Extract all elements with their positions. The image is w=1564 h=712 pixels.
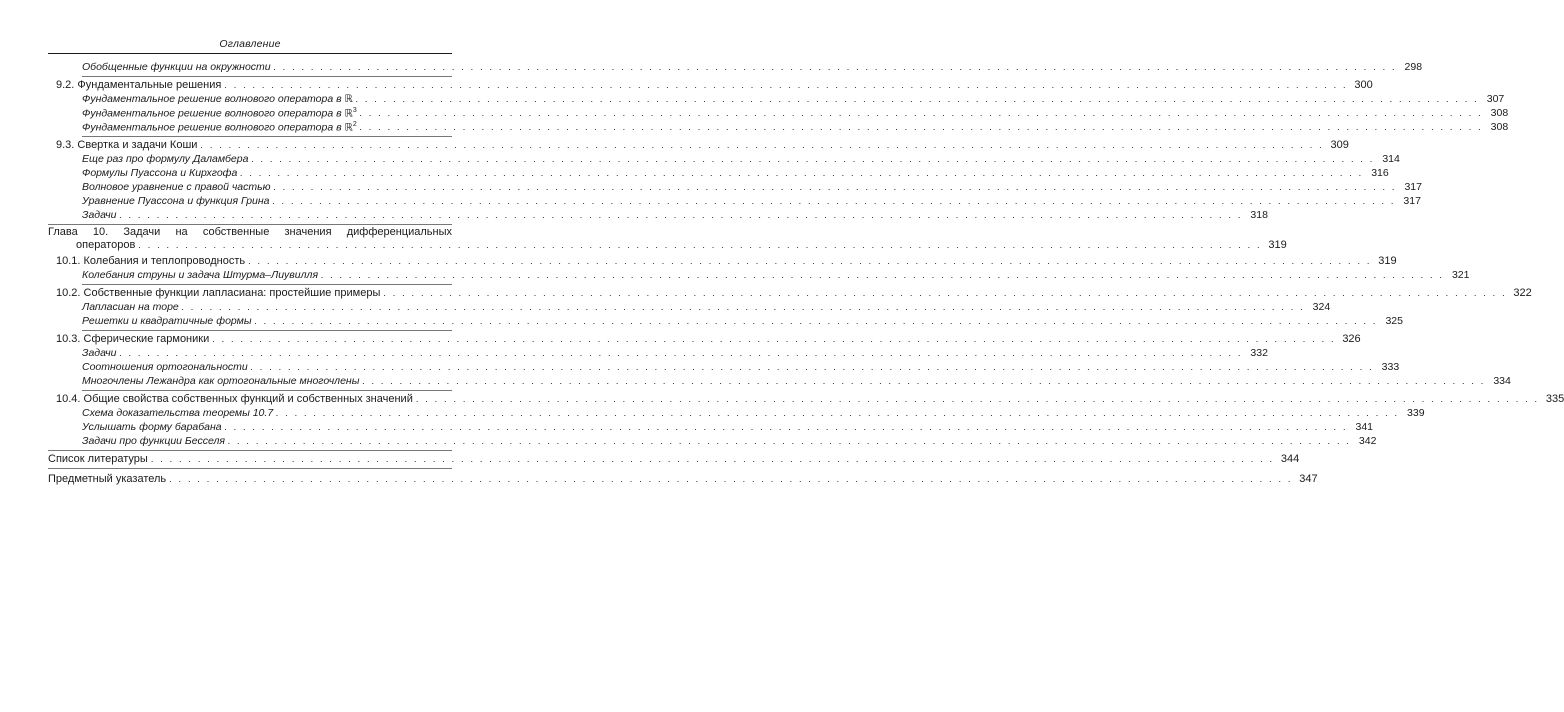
toc-section-entry[interactable] [56, 138, 1349, 152]
page-number: 308 [1490, 121, 1509, 133]
toc-subsection-entry[interactable] [82, 180, 1422, 194]
toc-subsection-entry[interactable] [82, 166, 1389, 180]
page-number: 317 [1403, 195, 1421, 207]
section-divider [48, 468, 452, 469]
leader-dots: . . . . . . . . . . . . . . . . . . . . . . . . . . . . . . . . . . . . . . . . . . . . . . . . . . . . . . . . . . . . . . . . . . . . . . . . . . . . . . . . . . . . . . . . . . . . . . . . . . . . . . . . . . . . . . . . . . . . . . . . [169, 474, 1293, 484]
running-header: Оглавление [48, 38, 452, 54]
page-number: 322 [1513, 287, 1532, 299]
page-number: 307 [1486, 93, 1505, 105]
leader-dots: . . . . . . . . . . . . . . . . . . . . . . . . . . . . . . . . . . . . . . . . . . . . . . . . . . . . . . . . . . . . . . . . . . . . . . . . . . . . . . . . . . . . . . . . . . . . . . . . . . . . . . . . . . . . . . . . . . . . . . . . [355, 94, 1480, 104]
entry-title: Задачи про функции Бесселя [82, 435, 225, 447]
page-number: 317 [1404, 181, 1422, 193]
entry-title: Волновое уравнение с правой частью [82, 181, 271, 193]
chapter-title-line2: операторов [76, 239, 136, 251]
entry-title: Услышать форму барабана [82, 421, 222, 433]
section-divider [82, 284, 452, 285]
page-number: 339 [1407, 407, 1425, 419]
toc-subsection-entry[interactable] [82, 434, 1377, 448]
leader-dots: . . . . . . . . . . . . . . . . . . . . . . . . . . . . . . . . . . . . . . . . . . . . . . . . . . . . . . . . . . . . . . . . . . . . . . . . . . . . . . . . . . . . . . . . . . . . . . . . . . . . . . . . . . . . . . . . . . . . . . . . [150, 454, 1275, 464]
toc-subsection-entry[interactable] [82, 208, 1268, 222]
leader-dots: . . . . . . . . . . . . . . . . . . . . . . . . . . . . . . . . . . . . . . . . . . . . . . . . . . . . . . . . . . . . . . . . . . . . . . . . . . . . . . . . . . . . . . . . . . . . . . . . . . . . . . . . . . . . . . . . . . . . . . . . [272, 196, 1396, 206]
entry-title: Задачи [82, 347, 117, 359]
leader-dots: . . . . . . . . . . . . . . . . . . . . . . . . . . . . . . . . . . . . . . . . . . . . . . . . . . . . . . . . . . . . . . . . . . . . . . . . . . . . . . . . . . . . . . . . . . . . . . . . . . . . . . . . . . . . . . . . . . . . . . . . [321, 270, 1445, 280]
entry-title: Список литературы [48, 453, 148, 465]
page-number: 325 [1385, 315, 1403, 327]
toc-subsection-entry[interactable] [82, 406, 1425, 420]
toc-section-entry[interactable] [56, 332, 1361, 346]
toc-top-entry[interactable] [48, 472, 1318, 486]
entry-title: 10.2. Собственные функции лапласиана: простейшие примеры [56, 287, 381, 299]
page-number: 333 [1381, 361, 1400, 373]
leader-dots: . . . . . . . . . . . . . . . . . . . . . . . . . . . . . . . . . . . . . . . . . . . . . . . . . . . . . . . . . . . . . . . . . . . . . . . . . . . . . . . . . . . . . . . . . . . . . . . . . . . . . . . . . . . . . . . . . . . . . . . . [250, 362, 1375, 372]
section-divider [48, 450, 452, 451]
leader-dots: . . . . . . . . . . . . . . . . . . . . . . . . . . . . . . . . . . . . . . . . . . . . . . . . . . . . . . . . . . . . . . . . . . . . . . . . . . . . . . . . . . . . . . . . . . . . . . . . . . . . . . . . . . . . . . . . . . . . . . . . [383, 288, 1507, 298]
leader-dots: . . . . . . . . . . . . . . . . . . . . . . . . . . . . . . . . . . . . . . . . . . . . . . . . . . . . . . . . . . . . . . . . . . . . . . . . . . . . . . . . . . . . . . . . . . . . . . . . . . . . . . . . . . . . . . . . . . . . . . . . [254, 316, 1378, 326]
leader-dots: . . . . . . . . . . . . . . . . . . . . . . . . . . . . . . . . . . . . . . . . . . . . . . . . . . . . . . . . . . . . . . . . . . . . . . . . . . . . . . . . . . . . . . . . . . . . . . . . . . . . . . . . . . . . . . . . . . . . . . . . [273, 182, 1397, 192]
toc-subsection-entry[interactable] [82, 152, 1400, 166]
page-number: 335 [1545, 393, 1564, 405]
leader-dots: . . . . . . . . . . . . . . . . . . . . . . . . . . . . . . . . . . . . . . . . . . . . . . . . . . . . . . . . . . . . . . . . . . . . . . . . . . . . . . . . . . . . . . . . . . . . . . . . . . . . . . . . . . . . . . . . . . . . . . . . [251, 154, 1375, 164]
page-number: 318 [1250, 209, 1268, 221]
leader-dots: . . . . . . . . . . . . . . . . . . . . . . . . . . . . . . . . . . . . . . . . . . . . . . . . . . . . . . . . . . . . . . . . . . . . . . . . . . . . . . . . . . . . . . . . . . . . . . . . . . . . . . . . . . . . . . . . . . . . . . . . [119, 210, 1243, 220]
section-divider [82, 76, 452, 77]
entry-title: Лапласиан на торе [82, 301, 179, 313]
entry-title: Схема доказательства теоремы 10.7 [82, 407, 274, 419]
entry-title: Еще раз про формулу Даламбера [82, 153, 249, 165]
section-divider [82, 390, 452, 391]
entry-title: 10.4. Общие свойства собственных функций и собственных значений [56, 393, 413, 405]
leader-dots: . . . . . . . . . . . . . . . . . . . . . . . . . . . . . . . . . . . . . . . . . . . . . . . . . . . . . . . . . . . . . . . . . . . . . . . . . . . . . . . . . . . . . . . . . . . . . . . . . . . . . . . . . . . . . . . . . . . . . . . . [212, 334, 1336, 344]
entry-title: Формулы Пуассона и Кирхгофа [82, 167, 238, 179]
section-divider [48, 224, 452, 225]
superscript: 2 [352, 120, 357, 128]
page-number: 324 [1312, 301, 1331, 313]
toc-section-entry[interactable] [56, 392, 1564, 406]
leader-dots: . . . . . . . . . . . . . . . . . . . . . . . . . . . . . . . . . . . . . . . . . . . . . . . . . . . . . . . . . . . . . . . . . . . . . . . . . . . . . . . . . . . . . . . . . . . . . . . . . . . . . . . . . . . . . . . . . . . . . . . . [276, 408, 1400, 418]
entry-title: Колебания струны и задача Штурма–Лиувилля [82, 269, 319, 281]
leader-dots: . . . . . . . . . . . . . . . . . . . . . . . . . . . . . . . . . . . . . . . . . . . . . . . . . . . . . . . . . . . . . . . . . . . . . . . . . . . . . . . . . . . . . . . . . . . . . . . . . . . . . . . . . . . . . . . . . . . . . . . . [138, 240, 1262, 250]
entry-title: Фундаментальное решение волнового оператора в ℝ [82, 93, 353, 105]
toc-subsection-entry[interactable] [82, 346, 1268, 360]
page-number: 334 [1493, 375, 1511, 387]
page-number: 319 [1268, 239, 1287, 251]
page-number: 344 [1280, 453, 1300, 465]
section-divider [82, 136, 452, 137]
leader-dots: . . . . . . . . . . . . . . . . . . . . . . . . . . . . . . . . . . . . . . . . . . . . . . . . . . . . . . . . . . . . . . . . . . . . . . . . . . . . . . . . . . . . . . . . . . . . . . . . . . . . . . . . . . . . . . . . . . . . . . . . [181, 302, 1306, 312]
entry-title: Фундаментальное решение волнового оператора в ℝ$^2$ [82, 120, 357, 133]
entry-title: Решетки и квадратичные формы [82, 315, 252, 327]
page-number: 332 [1250, 347, 1268, 359]
toc-subsection-entry[interactable] [82, 194, 1421, 208]
entry-title: 10.3. Сферические гармоники [56, 333, 210, 345]
page-number: 321 [1451, 269, 1470, 281]
leader-dots: . . . . . . . . . . . . . . . . . . . . . . . . . . . . . . . . . . . . . . . . . . . . . . . . . . . . . . . . . . . . . . . . . . . . . . . . . . . . . . . . . . . . . . . . . . . . . . . . . . . . . . . . . . . . . . . . . . . . . . . . [200, 140, 1324, 150]
chapter-title-line1: Глава 10. Задачи на собственные значения дифференциальных [48, 226, 452, 238]
page-number: 298 [1404, 61, 1423, 73]
leader-dots: . . . . . . . . . . . . . . . . . . . . . . . . . . . . . . . . . . . . . . . . . . . . . . . . . . . . . . . . . . . . . . . . . . . . . . . . . . . . . . . . . . . . . . . . . . . . . . . . . . . . . . . . . . . . . . . . . . . . . . . . [359, 108, 1484, 118]
superscript: 3 [352, 106, 357, 114]
toc-subsection-entry[interactable] [82, 60, 1423, 74]
entry-title: 9.2. Фундаментальные решения [56, 79, 222, 91]
toc-subsection-entry[interactable] [82, 120, 1509, 134]
toc-subsection-entry[interactable] [82, 420, 1374, 434]
leader-dots: . . . . . . . . . . . . . . . . . . . . . . . . . . . . . . . . . . . . . . . . . . . . . . . . . . . . . . . . . . . . . . . . . . . . . . . . . . . . . . . . . . . . . . . . . . . . . . . . . . . . . . . . . . . . . . . . . . . . . . . . [248, 256, 1372, 266]
page-number: 314 [1382, 153, 1400, 165]
toc-subsection-entry[interactable] [82, 314, 1403, 328]
leader-dots: . . . . . . . . . . . . . . . . . . . . . . . . . . . . . . . . . . . . . . . . . . . . . . . . . . . . . . . . . . . . . . . . . . . . . . . . . . . . . . . . . . . . . . . . . . . . . . . . . . . . . . . . . . . . . . . . . . . . . . . . [415, 394, 1540, 404]
entry-title: Фундаментальное решение волнового оператора в ℝ$^3$ [82, 106, 357, 119]
entry-title: Предметный указатель [48, 473, 167, 485]
toc-subsection-entry[interactable] [82, 268, 1470, 282]
leader-dots: . . . . . . . . . . . . . . . . . . . . . . . . . . . . . . . . . . . . . . . . . . . . . . . . . . . . . . . . . . . . . . . . . . . . . . . . . . . . . . . . . . . . . . . . . . . . . . . . . . . . . . . . . . . . . . . . . . . . . . . . [273, 62, 1398, 72]
leader-dots: . . . . . . . . . . . . . . . . . . . . . . . . . . . . . . . . . . . . . . . . . . . . . . . . . . . . . . . . . . . . . . . . . . . . . . . . . . . . . . . . . . . . . . . . . . . . . . . . . . . . . . . . . . . . . . . . . . . . . . . . [224, 80, 1348, 90]
toc-subsection-entry[interactable] [82, 360, 1400, 374]
entry-title: 9.3. Свертка и задачи Коши [56, 139, 198, 151]
page-number: 309 [1330, 139, 1349, 151]
entry-title: Задачи [82, 209, 117, 221]
section-divider [82, 330, 452, 331]
page-number: 341 [1355, 421, 1374, 433]
entry-title: Обобщенные функции на окружности [82, 61, 271, 73]
entry-title: Соотношения ортогональности [82, 361, 248, 373]
toc-subsection-entry[interactable] [82, 374, 1511, 388]
toc-section-entry[interactable] [56, 286, 1532, 300]
leader-dots: . . . . . . . . . . . . . . . . . . . . . . . . . . . . . . . . . . . . . . . . . . . . . . . . . . . . . . . . . . . . . . . . . . . . . . . . . . . . . . . . . . . . . . . . . . . . . . . . . . . . . . . . . . . . . . . . . . . . . . . . [224, 422, 1349, 432]
page-number: 316 [1371, 167, 1389, 179]
toc-section-entry[interactable] [56, 78, 1373, 92]
leader-dots: . . . . . . . . . . . . . . . . . . . . . . . . . . . . . . . . . . . . . . . . . . . . . . . . . . . . . . . . . . . . . . . . . . . . . . . . . . . . . . . . . . . . . . . . . . . . . . . . . . . . . . . . . . . . . . . . . . . . . . . . [119, 348, 1243, 358]
toc-subsection-entry[interactable] [82, 300, 1331, 314]
leader-dots: . . . . . . . . . . . . . . . . . . . . . . . . . . . . . . . . . . . . . . . . . . . . . . . . . . . . . . . . . . . . . . . . . . . . . . . . . . . . . . . . . . . . . . . . . . . . . . . . . . . . . . . . . . . . . . . . . . . . . . . . [240, 168, 1364, 178]
entry-title: Многочлены Лежандра как ортогональные многочлены [82, 375, 360, 387]
page-number: 319 [1378, 255, 1397, 267]
leader-dots: . . . . . . . . . . . . . . . . . . . . . . . . . . . . . . . . . . . . . . . . . . . . . . . . . . . . . . . . . . . . . . . . . . . . . . . . . . . . . . . . . . . . . . . . . . . . . . . . . . . . . . . . . . . . . . . . . . . . . . . . [228, 436, 1352, 446]
leader-dots: . . . . . . . . . . . . . . . . . . . . . . . . . . . . . . . . . . . . . . . . . . . . . . . . . . . . . . . . . . . . . . . . . . . . . . . . . . . . . . . . . . . . . . . . . . . . . . . . . . . . . . . . . . . . . . . . . . . . . . . . [362, 376, 1486, 386]
toc-top-entry[interactable] [48, 452, 1300, 466]
toc-section-entry[interactable] [56, 254, 1397, 268]
entry-title: 10.1. Колебания и теплопроводность [56, 255, 246, 267]
page-number: 347 [1299, 473, 1318, 485]
page-number: 308 [1490, 107, 1509, 119]
page-number: 300 [1354, 79, 1373, 91]
leader-dots: . . . . . . . . . . . . . . . . . . . . . . . . . . . . . . . . . . . . . . . . . . . . . . . . . . . . . . . . . . . . . . . . . . . . . . . . . . . . . . . . . . . . . . . . . . . . . . . . . . . . . . . . . . . . . . . . . . . . . . . . [359, 122, 1484, 132]
entry-title: Уравнение Пуассона и функция Грина [82, 195, 270, 207]
toc-chapter-entry[interactable] [48, 226, 1287, 252]
page-number: 342 [1358, 435, 1377, 447]
page-number: 326 [1342, 333, 1361, 345]
